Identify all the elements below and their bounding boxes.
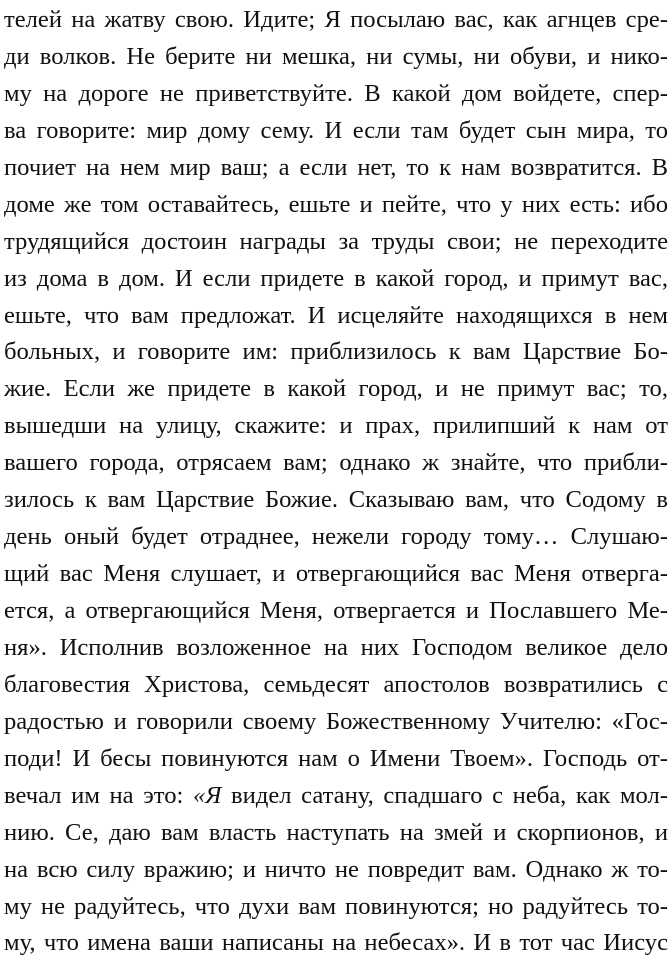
- text-line-24: на всю силу вражию; и ничто не повредит вам. Однако ж то-: [4, 855, 668, 883]
- text-line-15: день оный будет отраднее, нежели городу тому… Слушаю-: [4, 523, 668, 551]
- text-line-18: ня». Исполнив возложенное на них Господом великое дело: [4, 633, 668, 661]
- text-line-26: му, что имена ваши написаны на небесах». И в тот час Иисус: [4, 929, 668, 957]
- text-line-17: ется, а отвергающийся Меня, отвергается и Пославшего Ме-: [4, 597, 668, 624]
- text-line-22: [4, 778, 668, 815]
- text-line-14: зилось к вам Царствие Божие. Сказываю вам, что Содому в: [4, 486, 668, 514]
- text-line-16: щий вас Меня слушает, и отвергающийся вас Меня отверга-: [4, 560, 668, 588]
- text-line-12: вышедши на улицу, скажите: и прах, прилипший к нам от: [4, 412, 668, 440]
- text-line-3: му на дороге не приветствуйте. В какой дом войдете, спер-: [4, 79, 668, 107]
- text-line-19: благовестия Христова, семьдесят апостолов возвратились с: [4, 670, 668, 698]
- text-line-10: больных, и говорите им: приблизилось к вам Царствие Бо-: [4, 338, 668, 366]
- text-line-11: жие. Если же придете в какой город, и не примут вас; то,: [4, 375, 668, 403]
- text-line-23: нию. Се, даю вам власть наступать на змей и скорпионов, и: [4, 818, 668, 846]
- text-line-2: ди волков. Не берите ни мешка, ни сумы, ни обуви, и нико-: [4, 42, 668, 70]
- text-line-13: вашего города, отрясаем вам; однако ж знайте, что прибли-: [4, 449, 668, 477]
- text-line-7: трудящийся достоин награды за труды свои; не переходите: [4, 227, 668, 255]
- text-line-22-plain: вечал им на это:: [4, 781, 193, 809]
- text-line-5: почиет на нем мир ваш; а если нет, то к нам возвратится. В: [4, 153, 668, 181]
- text-line-4: ва говорите: мир дому сему. И если там будет сын мира, то: [4, 116, 668, 144]
- text-line-9: ешьте, что вам предложат. И исцеляйте находящихся в нем: [4, 301, 668, 329]
- text-line-21: поди! И бесы повинуются нам о Имени Твоем». Господь от-: [4, 744, 668, 772]
- text-line-20: радостью и говорили своему Божественному Учителю: «Гос-: [4, 707, 668, 735]
- text-line-8: из дома в дом. И если придете в какой город, и примут вас,: [4, 264, 668, 292]
- text-line-25: му не радуйтесь, что духи вам повинуются; но радуйтесь то-: [4, 892, 668, 920]
- text-line-6: доме же том оставайтесь, ешьте и пейте, что у них есть: ибо: [4, 190, 668, 218]
- text-line-22-rest: видел сатану, спадшаго с неба, как мол-: [221, 781, 668, 809]
- text-line-22-italic: «Я: [192, 781, 222, 809]
- text-line-1: телей на жатву свою. Идите; Я посылаю вас, как агнцев сре-: [4, 6, 668, 33]
